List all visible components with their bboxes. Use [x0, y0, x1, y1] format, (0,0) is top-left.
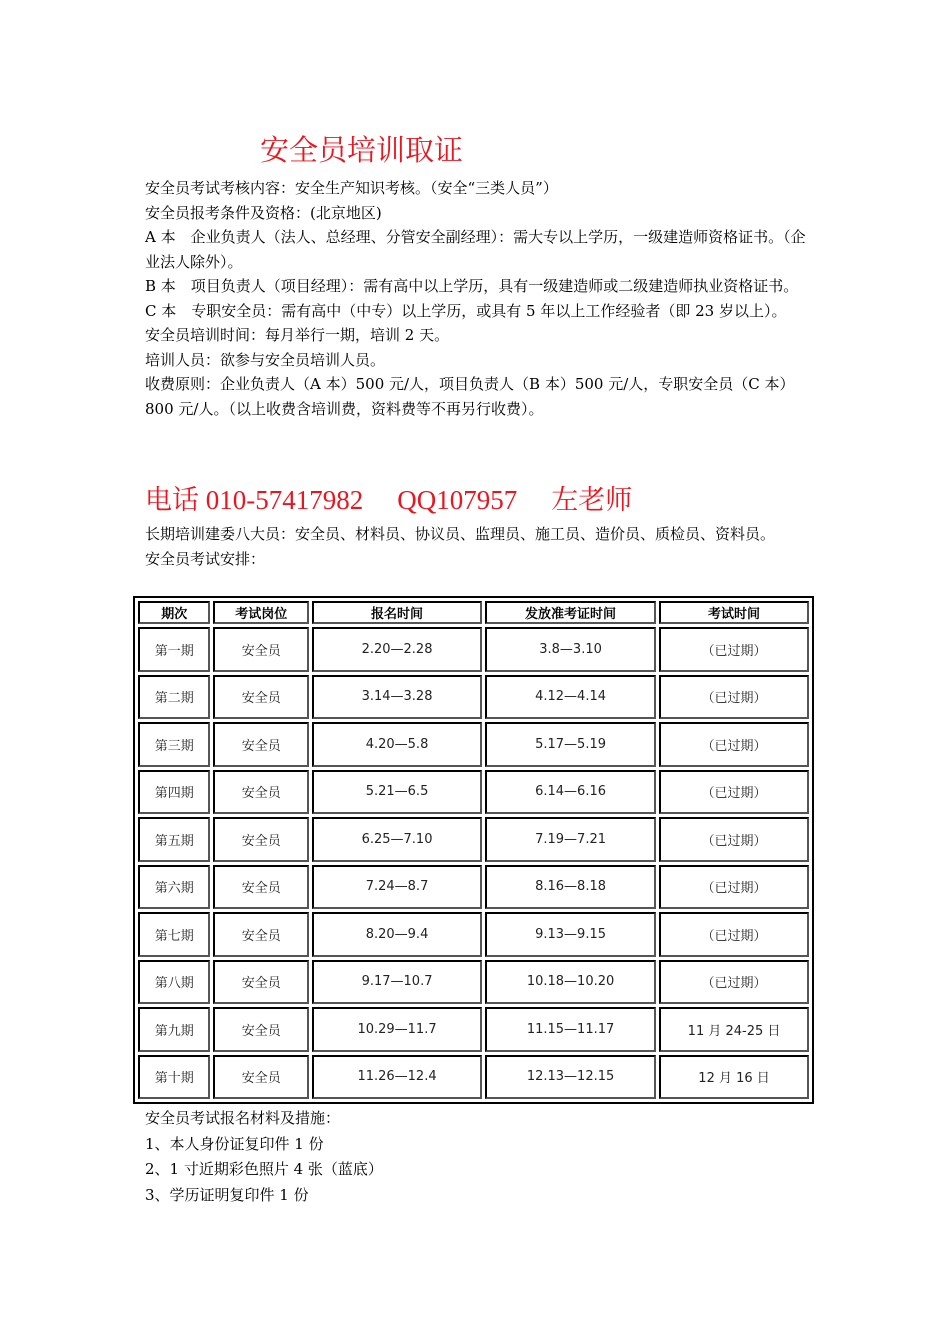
table-cell: 3.8—3.10	[485, 627, 656, 672]
table-cell: 第六期	[138, 865, 210, 910]
table-cell: （已过期）	[659, 627, 809, 672]
table-cell: 8.20—9.4	[312, 912, 482, 957]
table-cell: 6.14—6.16	[485, 770, 656, 815]
table-row	[138, 675, 809, 720]
table-cell: 4.20—5.8	[312, 722, 482, 767]
table-cell: （已过期）	[659, 722, 809, 767]
table-cell: 5.21—6.5	[312, 770, 482, 815]
training-time-line: 安全员培训时间：每月举行一期，培训 2 天。	[145, 326, 450, 344]
table-row	[138, 722, 809, 767]
table-cell: 第八期	[138, 960, 210, 1005]
qq-number: QQ107957	[397, 485, 518, 515]
material-item: 1、本人身份证复印件 1 份	[145, 1134, 324, 1153]
table-cell: 第五期	[138, 817, 210, 862]
table-cell: 第七期	[138, 912, 210, 957]
table-cell: 9.17—10.7	[312, 960, 482, 1005]
table-cell: 10.29—11.7	[312, 1007, 482, 1052]
table-cell: 安全员	[213, 960, 309, 1005]
table-cell: 第三期	[138, 722, 210, 767]
table-cell: （已过期）	[659, 817, 809, 862]
table-cell: （已过期）	[659, 865, 809, 910]
eight-roles-line: 长期培训建委八大员：安全员、材料员、协议员、监理员、施工员、造价员、质检员、资料员。	[145, 525, 776, 543]
table-row	[138, 817, 809, 862]
table-cell: （已过期）	[659, 912, 809, 957]
table-cell: 9.13—9.15	[485, 912, 656, 957]
table-cell: （已过期）	[659, 675, 809, 720]
table-cell: 安全员	[213, 817, 309, 862]
table-cell: 安全员	[213, 675, 309, 720]
header-cell-position: 考试岗位	[213, 601, 309, 624]
phone-number: 电话 010-57417982	[145, 485, 364, 515]
materials-heading: 安全员考试报名材料及措施：	[145, 1109, 341, 1127]
table-cell: 5.17—5.19	[485, 722, 656, 767]
table-cell: 第四期	[138, 770, 210, 815]
table-cell: 安全员	[213, 770, 309, 815]
level-a-line: A 本 企业负责人（法人、总经理、分管安全副经理）：需大专以上学历，一级建造师资格证书。（企业法人除外）。	[145, 228, 806, 271]
level-c-line: C 本 专职安全员：需有高中（中专）以上学历，或具有 5 年以上工作经验者（即 23 岁以上）。	[145, 301, 787, 320]
document-title: 安全员培训取证	[260, 133, 464, 167]
level-b-line: B 本 项目负责人（项目经理）：需有高中以上学历，具有一级建造师或二级建造师执业资格证书。	[145, 277, 799, 295]
header-cell-admission-ticket: 发放准考证时间	[485, 601, 656, 624]
table-row	[138, 770, 809, 815]
materials-section	[145, 1106, 807, 1208]
material-item: 3、学历证明复印件 1 份	[145, 1185, 309, 1204]
table-cell: 12 月 16 日	[659, 1055, 809, 1100]
table-row	[138, 960, 809, 1005]
table-row	[138, 1055, 809, 1100]
table-cell: 12.13—12.15	[485, 1055, 656, 1100]
table-cell: 4.12—4.14	[485, 675, 656, 720]
table-header-row	[138, 601, 809, 624]
teacher-name: 左老师	[551, 485, 633, 515]
table-cell: （已过期）	[659, 770, 809, 815]
table-cell: 7.19—7.21	[485, 817, 656, 862]
table-cell: 第二期	[138, 675, 210, 720]
requirements-heading: 安全员报考条件及资格：(北京地区)	[145, 203, 382, 222]
table-cell: 安全员	[213, 1007, 309, 1052]
table-cell: 10.18—10.20	[485, 960, 656, 1005]
table-row	[138, 865, 809, 910]
table-cell: 安全员	[213, 1055, 309, 1100]
table-row	[138, 1007, 809, 1052]
table-cell: 第九期	[138, 1007, 210, 1052]
table-cell: 11.26—12.4	[312, 1055, 482, 1100]
table-cell: 7.24—8.7	[312, 865, 482, 910]
table-cell: 安全员	[213, 722, 309, 767]
schedule-heading: 安全员考试安排：	[145, 549, 266, 568]
table-row	[138, 912, 809, 957]
header-cell-registration: 报名时间	[312, 601, 482, 624]
header-cell-exam-time: 考试时间	[659, 601, 809, 624]
table-cell: 安全员	[213, 627, 309, 672]
table-cell: 8.16—8.18	[485, 865, 656, 910]
intro-section	[145, 176, 807, 421]
table-cell: 第一期	[138, 627, 210, 672]
exam-content-line: 安全员考试考核内容：安全生产知识考核。（安全“三类人员”）	[145, 179, 558, 197]
contact-line	[145, 478, 666, 517]
fees-line: 收费原则：企业负责人（A 本）500 元/人，项目负责人（B 本）500 元/人，专职安全员（C 本）800 元/人。（以上收费含培训费，资料费等不再另行收费）。	[145, 375, 795, 418]
header-cell-period: 期次	[138, 601, 210, 624]
table-cell: 3.14—3.28	[312, 675, 482, 720]
table-row	[138, 627, 809, 672]
table-cell: 6.25—7.10	[312, 817, 482, 862]
trainees-line: 培训人员：欲参与安全员培训人员。	[145, 350, 386, 369]
table-body	[138, 627, 809, 1099]
table-cell: 11.15—11.17	[485, 1007, 656, 1052]
table-cell: 安全员	[213, 865, 309, 910]
exam-schedule-table	[133, 596, 814, 1104]
table-cell: 11 月 24-25 日	[659, 1007, 809, 1052]
middle-section	[145, 522, 807, 571]
material-item: 2、1 寸近期彩色照片 4 张（蓝底）	[145, 1160, 383, 1178]
table-cell: 2.20—2.28	[312, 627, 482, 672]
table-cell: （已过期）	[659, 960, 809, 1005]
table-cell: 第十期	[138, 1055, 210, 1100]
table-cell: 安全员	[213, 912, 309, 957]
